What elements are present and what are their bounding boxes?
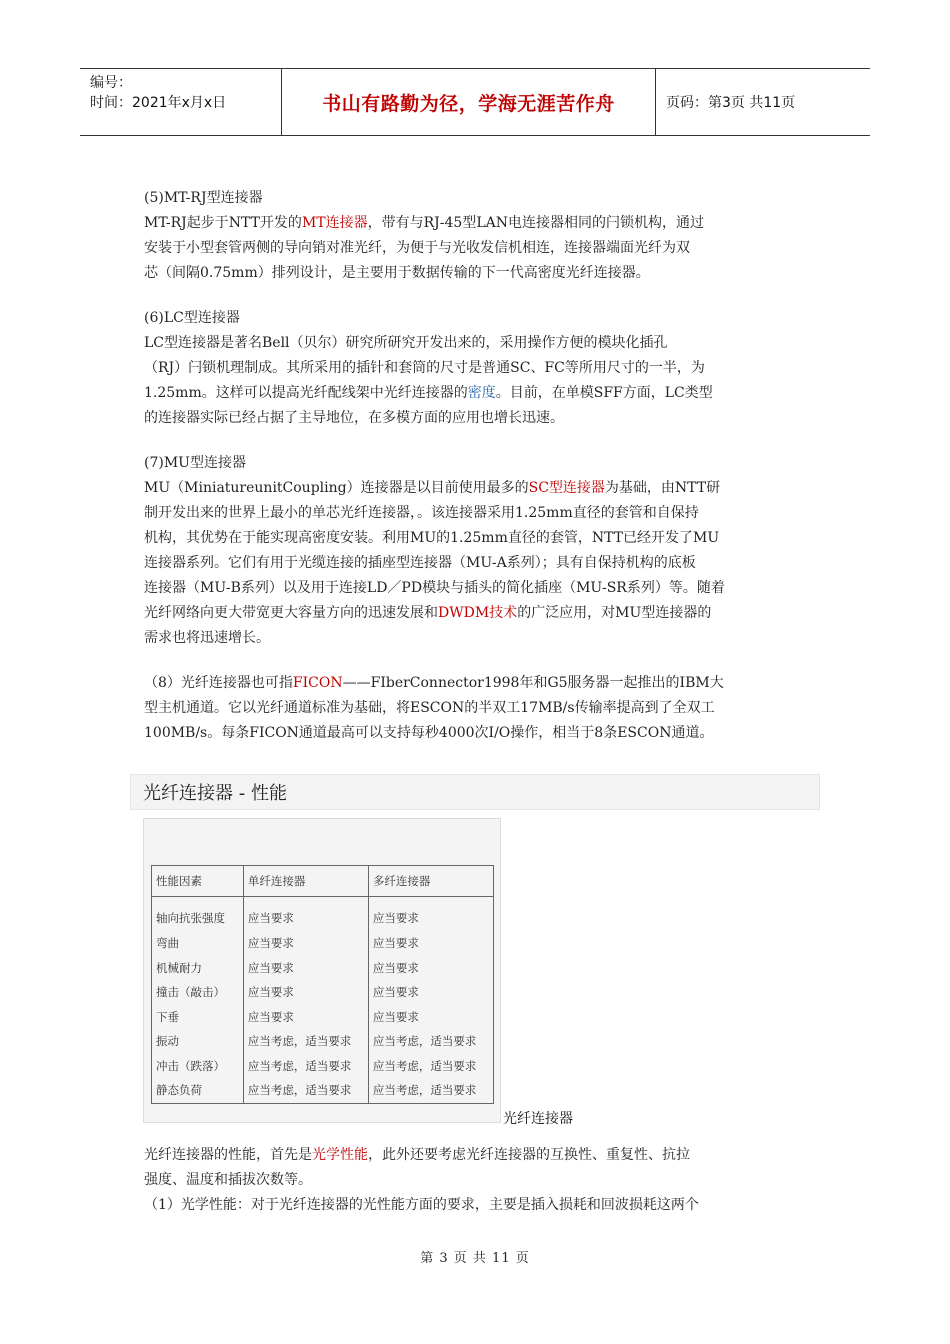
link-optical-performance[interactable]: 光学性能: [312, 1147, 368, 1163]
table-cell: 弯曲: [152, 931, 244, 956]
text-span: 光纤连接器的性能，首先是: [144, 1147, 312, 1163]
text-line: 100MB/s。每条FICON通道最高可以支持每秒4000次I/O操作，相当于8条ESCON通道。: [144, 725, 714, 741]
page-footer: 第 3 页 共 11 页: [420, 1251, 530, 1266]
text-span: 1.25mm。这样可以提高光纤配线架中光纤连接器的: [144, 385, 468, 401]
table-header-row: [152, 866, 494, 897]
table-cell: 下垂: [152, 1005, 244, 1030]
paragraph-ficon: [144, 671, 806, 746]
text-line: 强度、温度和插拔次数等。: [144, 1172, 312, 1188]
table-row: [152, 1054, 494, 1079]
link-dwdm[interactable]: DWDM技术: [438, 605, 518, 621]
heading-mt-rj: (5)MT-RJ型连接器: [144, 190, 263, 206]
text-line: 连接器系列。它们有用于光缆连接的插座型连接器（MU-A系列）；具有自保持机构的底板: [144, 555, 696, 571]
table-cell: 机械耐力: [152, 956, 244, 981]
text-span: ，带有与RJ-45型LAN电连接器相同的闩锁机构，通过: [367, 215, 704, 231]
table-cell: 应当考虑，适当要求: [243, 1029, 368, 1054]
table-row: [152, 1029, 494, 1054]
text-line: [144, 476, 806, 501]
page-header: [80, 68, 870, 136]
time-label: 时间：2021年x月x日: [90, 95, 227, 111]
table-cell: 应当要求: [368, 897, 493, 932]
text-line: [144, 1143, 806, 1168]
text-span: 。目前，在单模SFF方面，LC类型: [495, 385, 713, 401]
table-cell: 撞击（敲击）: [152, 980, 244, 1005]
table-header-cell: 多纤连接器: [368, 866, 493, 897]
text-line: [144, 601, 806, 626]
table-row: [152, 897, 494, 932]
header-motto-cell: [282, 69, 656, 135]
document-body-continued: [144, 1143, 806, 1238]
paragraph-mt-rj: [144, 186, 806, 286]
text-line: 型主机通道。它以光纤通道标准为基础，将ESCON的半双工17MB/s传输率提高到了全双工: [144, 700, 715, 716]
table-cell: 应当考虑，适当要求: [243, 1054, 368, 1079]
table-row: [152, 956, 494, 981]
table-cell: 应当考虑，适当要求: [368, 1078, 493, 1103]
text-line: 机构，其优势在于能实现高密度安装。利用MU的1.25mm直径的套管，NTT已经开发了MU: [144, 530, 720, 546]
text-span: ，此外还要考虑光纤连接器的互换性、重复性、抗拉: [368, 1147, 690, 1163]
text-line: 的连接器实际已经占据了主导地位，在多模方面的应用也增长迅速。: [144, 410, 564, 426]
table-header-cell: 性能因素: [152, 866, 244, 897]
performance-table-image: [143, 818, 501, 1123]
text-line: 安装于小型套管两侧的导向销对准光纤，为便于与光收发信机相连，连接器端面光纤为双: [144, 240, 690, 256]
table-row: [152, 931, 494, 956]
document-body: [144, 186, 806, 766]
text-span: 光纤网络向更大带宽更大容量方向的迅速发展和: [144, 605, 438, 621]
text-line: 需求也将迅速增长。: [144, 630, 270, 646]
page-code: 页码：第3页 共11页: [666, 95, 796, 111]
table-cell: 应当要求: [243, 956, 368, 981]
text-span: 的广泛应用，对MU型连接器的: [517, 605, 712, 621]
performance-table: [151, 865, 494, 1104]
section-title: 光纤连接器 - 性能: [143, 783, 287, 804]
table-cell: 应当考虑，适当要求: [368, 1054, 493, 1079]
header-page-cell: [656, 69, 870, 135]
table-cell: 冲击（跌落）: [152, 1054, 244, 1079]
header-meta: [80, 69, 282, 135]
link-sc-connector[interactable]: SC型连接器: [528, 480, 605, 496]
table-cell: 应当考虑，适当要求: [243, 1078, 368, 1103]
heading-lc: (6)LC型连接器: [144, 310, 240, 326]
text-span: （8）光纤连接器也可指: [144, 675, 293, 691]
table-cell: 静态负荷: [152, 1078, 244, 1103]
table-cell: 应当要求: [243, 931, 368, 956]
text-line: 制开发出来的世界上最小的单芯光纤连接器，。该连接器采用1.25mm直径的套管和自保持: [144, 505, 699, 521]
section-title-bar: [130, 774, 820, 810]
motto: 书山有路勤为径，学海无涯苦作舟: [322, 92, 615, 115]
table-row: [152, 980, 494, 1005]
link-mt-connector[interactable]: MT连接器: [301, 215, 368, 231]
table-row: [152, 1005, 494, 1030]
text-line: 芯（间隔0.75mm）排列设计，是主要用于数据传输的下一代高密度光纤连接器。: [144, 265, 650, 281]
link-density[interactable]: 密度: [467, 385, 496, 401]
image-caption: 光纤连接器: [503, 1111, 573, 1127]
table-row: [152, 1078, 494, 1103]
table-cell: 应当要求: [243, 980, 368, 1005]
text-span: ——FIberConnector1998年和G5服务器一起推出的IBM大: [342, 675, 724, 691]
table-cell: 应当要求: [243, 897, 368, 932]
table-cell: 应当要求: [368, 956, 493, 981]
text-line: [144, 671, 806, 696]
text-span: MT-RJ起步于NTT开发的: [144, 215, 302, 231]
text-line: [144, 211, 806, 236]
table-cell: 应当要求: [368, 931, 493, 956]
text-line: 连接器（MU-B系列）以及用于连接LD／PD模块与插头的简化插座（MU-SR系列）等。随着: [144, 580, 725, 596]
text-span: 为基础，由NTT研: [604, 480, 721, 496]
paragraph-performance: [144, 1143, 806, 1218]
table-cell: 轴向抗张强度: [152, 897, 244, 932]
text-line: LC型连接器是著名Bell（贝尔）研究所研究开发出来的，采用操作方便的模块化插孔: [144, 335, 668, 351]
text-line: [144, 381, 806, 406]
table-cell: 应当考虑，适当要求: [368, 1029, 493, 1054]
table-cell: 应当要求: [243, 1005, 368, 1030]
table-cell: 振动: [152, 1029, 244, 1054]
heading-mu: (7)MU型连接器: [144, 455, 246, 471]
text-line: （RJ）闩锁机理制成。其所采用的插针和套筒的尺寸是普通SC、FC等所用尺寸的一半，为: [144, 360, 705, 376]
table-cell: 应当要求: [368, 980, 493, 1005]
paragraph-mu: [144, 451, 806, 651]
paragraph-lc: [144, 306, 806, 431]
number-label: 编号：: [90, 75, 132, 91]
text-line: （1）光学性能：对于光纤连接器的光性能方面的要求，主要是插入损耗和回波损耗这两个: [144, 1197, 699, 1213]
table-cell: 应当要求: [368, 1005, 493, 1030]
link-ficon[interactable]: FICON: [292, 675, 343, 691]
table-header-cell: 单纤连接器: [243, 866, 368, 897]
text-span: MU（MiniatureunitCoupling）连接器是以目前使用最多的: [144, 480, 529, 496]
